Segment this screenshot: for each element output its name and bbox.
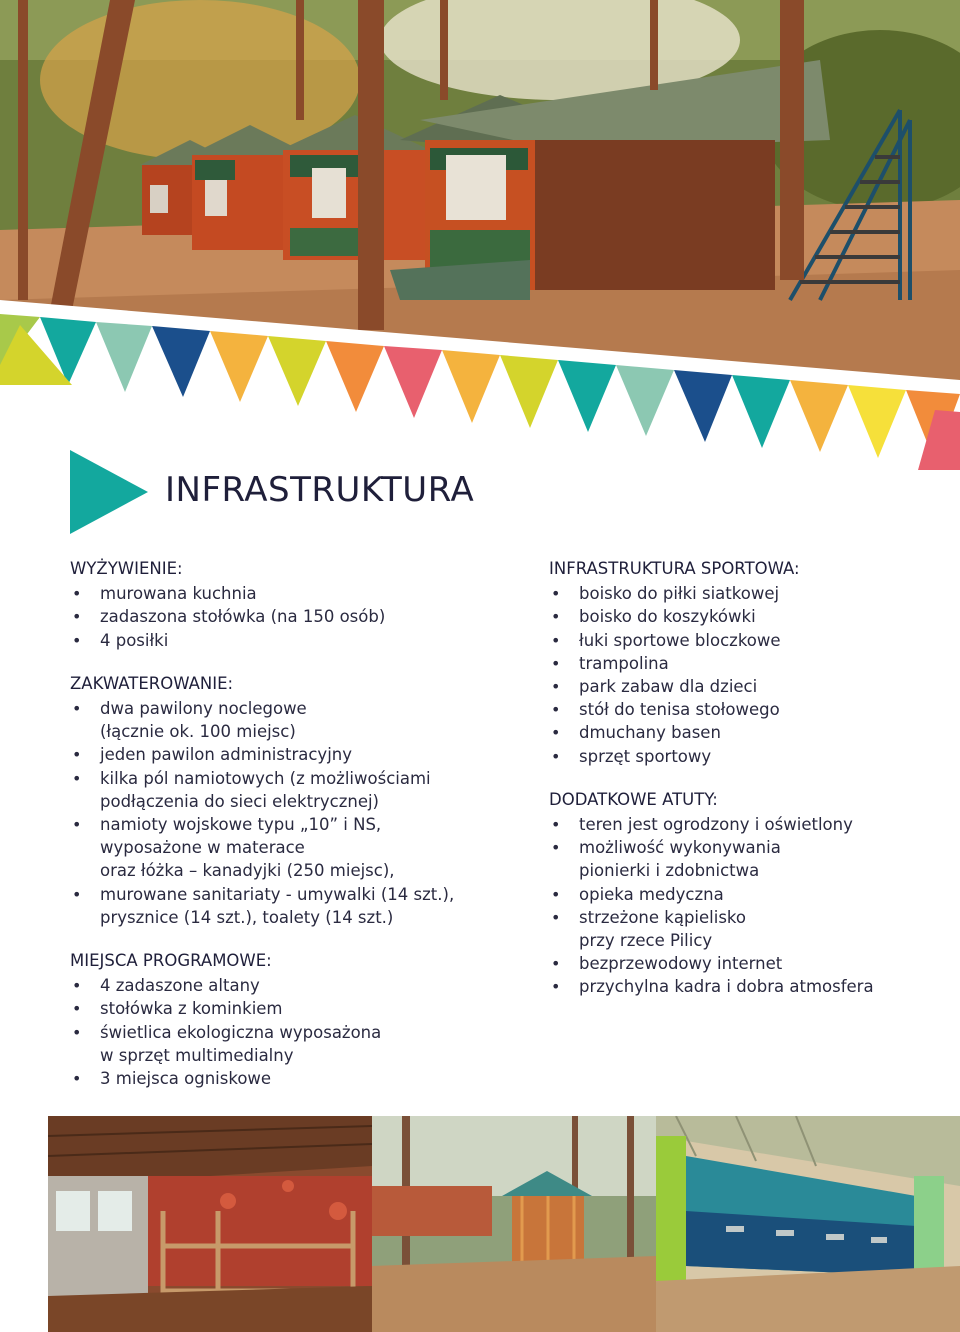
list-item-continuation: pionierki i zdobnictwa	[579, 861, 760, 881]
section-miejsca-programowe	[70, 949, 480, 1090]
list-item: • boisko do piłki siatkowej	[549, 582, 959, 605]
photo-dormitory	[48, 1116, 372, 1332]
list-item: • zadaszona stołówka (na 150 osób)	[70, 605, 480, 628]
list-item: • przychylna kadra i dobra atmosfera	[549, 975, 959, 998]
bullet-list	[70, 974, 480, 1090]
list-item-continuation: podłączenia do sieci elektrycznej)	[100, 791, 379, 811]
list-item-continuation: (łącznie ok. 100 miejsc)	[100, 722, 296, 742]
list-item: • jeden pawilon administracyjny	[70, 743, 480, 766]
list-item: • 4 posiłki	[70, 629, 480, 652]
section-heading: WYŻYWIENIE:	[70, 559, 183, 578]
left-column	[70, 557, 480, 1110]
section-heading: MIEJSCA PROGRAMOWE:	[70, 951, 272, 971]
list-item: • łuki sportowe bloczkowe	[549, 629, 959, 652]
list-item: • opieka medyczna	[549, 883, 959, 906]
list-item-continuation: przy rzece Pilicy	[579, 931, 713, 951]
list-item: • stół do tenisa stołowego	[549, 698, 959, 721]
list-item: • stołówka z kominkiem	[70, 997, 480, 1020]
list-item: • namioty wojskowe typu „10” i NS,	[70, 813, 480, 836]
list-item: • sprzęt sportowy	[549, 745, 959, 768]
photo-washroom	[656, 1116, 960, 1332]
photo-gazebo	[372, 1116, 656, 1332]
list-item: • 4 zadaszone altany	[70, 974, 480, 997]
list-item: • murowane sanitariaty - umywalki (14 szt.),	[70, 883, 480, 906]
section-zakwaterowanie	[70, 672, 480, 929]
right-column	[549, 557, 959, 1019]
list-item: • 3 miejsca ogniskowe	[70, 1067, 480, 1090]
list-item: • bezprzewodowy internet	[549, 952, 959, 975]
bullet-list	[70, 582, 480, 652]
list-item: • strzeżone kąpielisko	[549, 906, 959, 929]
list-item: • boisko do koszykówki	[549, 605, 959, 628]
list-item: • murowana kuchnia	[70, 582, 480, 605]
list-item: • świetlica ekologiczna wyposażona	[70, 1021, 480, 1044]
list-item-continuation: w sprzęt multimedialny	[100, 1045, 294, 1065]
list-item: • możliwość wykonywania	[549, 836, 959, 859]
title-arrow-icon	[70, 450, 150, 538]
photo-strip	[48, 1116, 960, 1332]
bullet-list	[549, 582, 959, 768]
list-item-continuation: oraz łóżka – kanadyjki (250 miejsc),	[100, 861, 395, 881]
section-infrastruktura-sportowa	[549, 557, 959, 768]
list-item-continuation: wyposażone w materace	[100, 838, 305, 858]
bullet-list	[70, 697, 480, 929]
list-item-continuation: prysznice (14 szt.), toalety (14 szt.)	[100, 907, 394, 927]
list-item: • park zabaw dla dzieci	[549, 675, 959, 698]
page-title: INFRASTRUKTURA	[165, 470, 475, 510]
section-heading: DODATKOWE ATUTY:	[549, 789, 718, 809]
hero-photo	[0, 0, 960, 470]
list-item: • kilka pól namiotowych (z możliwościami	[70, 767, 480, 790]
list-item: • teren jest ogrodzony i oświetlony	[549, 813, 959, 836]
section-dodatkowe-atuty	[549, 788, 959, 999]
hero-cabins-illustration	[0, 0, 960, 470]
list-item: • trampolina	[549, 652, 959, 675]
section-wyzywienie	[70, 557, 480, 652]
list-item: • dmuchany basen	[549, 721, 959, 744]
section-heading: INFRASTRUKTURA SPORTOWA:	[549, 559, 800, 578]
section-heading: ZAKWATEROWANIE:	[70, 673, 234, 693]
bullet-list	[549, 813, 959, 999]
list-item: • dwa pawilony noclegowe	[70, 697, 480, 720]
